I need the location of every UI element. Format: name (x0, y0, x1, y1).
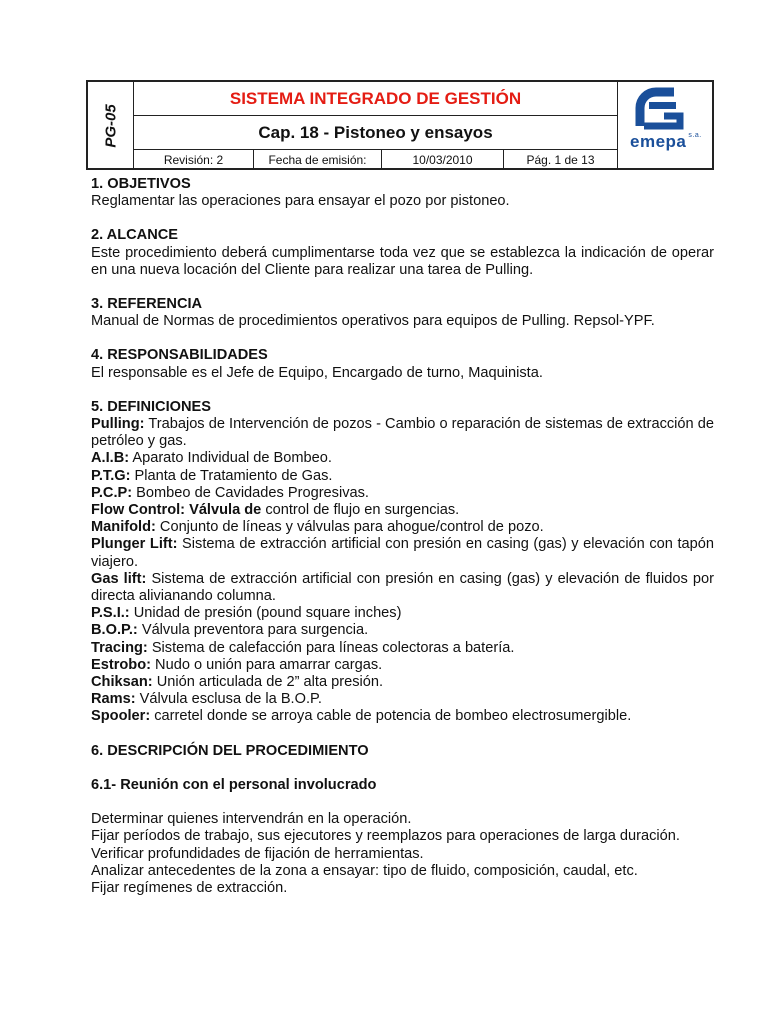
definition-item: B.O.P.: Válvula preventora para surgencia. (91, 622, 369, 639)
section-heading: 5. DEFINICIONES (91, 398, 212, 415)
definition-item: Flow Control: Válvula de control de flujo en surgencias. (91, 502, 460, 519)
header-subtitle: Cap. 18 - Pistoneo y ensayos (134, 116, 618, 150)
procedure-line: Fijar períodos de trabajo, sus ejecutores y reemplazos para operaciones de larga duración. (91, 828, 680, 845)
definition-item: Plunger Lift: Sistema de extracción artificial con presión en casing (gas) y elevación con tapón viajero. (91, 536, 714, 570)
section-referencia (91, 296, 714, 330)
definition-item: Estrobo: Nudo o unión para amarrar cargas. (91, 656, 383, 673)
header-info-row (134, 150, 618, 170)
section-heading: 3. REFERENCIA (91, 296, 203, 313)
section-text: El responsable es el Jefe de Equipo, Encargado de turno, Maquinista. (91, 364, 543, 381)
page-number-cell: Pág. 1 de 13 (504, 150, 618, 170)
section-objetivos (91, 176, 714, 210)
section-responsabilidades (91, 347, 714, 381)
document-header (86, 80, 714, 170)
section-heading: 1. OBJETIVOS (91, 176, 191, 192)
document-code-cell (88, 82, 134, 170)
document-code: PG-05 (102, 104, 119, 148)
section-text: Manual de Normas de procedimientos operativos para equipos de Pulling. Repsol-YPF. (91, 313, 655, 330)
fecha-value-cell: 10/03/2010 (382, 150, 504, 170)
procedure-line: Fijar regímenes de extracción. (91, 879, 288, 896)
definition-item: Chiksan: Unión articulada de 2” alta presión. (91, 674, 384, 691)
document-body (91, 176, 714, 897)
company-logo (618, 82, 714, 170)
section-alcance (91, 227, 714, 279)
definition-item: Manifold: Conjunto de líneas y válvulas para ahogue/control de pozo. (91, 519, 544, 536)
definition-item: P.T.G: Planta de Tratamiento de Gas. (91, 467, 333, 484)
definition-item: Rams: Válvula esclusa de la B.O.P. (91, 691, 322, 708)
procedure-line: Determinar quienes intervendrán en la operación. (91, 811, 412, 828)
section-text: Este procedimiento deberá cumplimentarse toda vez que se establezca la indicación de operar en una nueva locación del Cliente para realizar una tarea de Pulling. (91, 244, 714, 278)
procedure-line: Analizar antecedentes de la zona a ensayar: tipo de fluido, composición, caudal, etc. (91, 862, 638, 879)
definition-item: A.I.B: Aparato Individual de Bombeo. (91, 450, 332, 467)
revision-cell: Revisión: 2 (134, 150, 254, 170)
fecha-label-cell: Fecha de emisión: (254, 150, 382, 170)
definition-item: P.S.I.: Unidad de presión (pound square inches) (91, 605, 402, 622)
definition-item: Spooler: carretel donde se arroya cable de potencia de bombeo electrosumergible. (91, 708, 632, 725)
definition-item: Gas lift: Sistema de extracción artificial con presión en casing (gas) y elevación de fluidos por directa alivianando columna. (91, 570, 714, 605)
definition-item: P.C.P: Bombeo de Cavidades Progresivas. (91, 484, 369, 501)
section-text: Reglamentar las operaciones para ensayar el pozo por pistoneo. (91, 193, 510, 210)
subsection-heading: 6.1- Reunión con el personal involucrado (91, 776, 377, 793)
section-heading: 6. DESCRIPCIÓN DEL PROCEDIMIENTO (91, 742, 369, 759)
section-definiciones (91, 399, 714, 726)
definition-item: Pulling: Trabajos de Intervención de pozos - Cambio o reparación de sistemas de extracción de petróleo y gas. (91, 416, 714, 450)
header-title: SISTEMA INTEGRADO DE GESTIÓN (134, 82, 618, 116)
logo-wordmark: emepa $^{s.a.}$ (630, 132, 702, 151)
definition-item: Tracing: Sistema de calefacción para líneas colectoras a batería. (91, 639, 515, 656)
section-descripcion (91, 743, 714, 897)
section-heading: 4. RESPONSABILIDADES (91, 347, 268, 364)
section-heading: 2. ALCANCE (91, 227, 179, 244)
emepa-e-logo-icon (618, 82, 714, 132)
procedure-line: Verificar profundidades de fijación de herramientas. (91, 845, 424, 862)
